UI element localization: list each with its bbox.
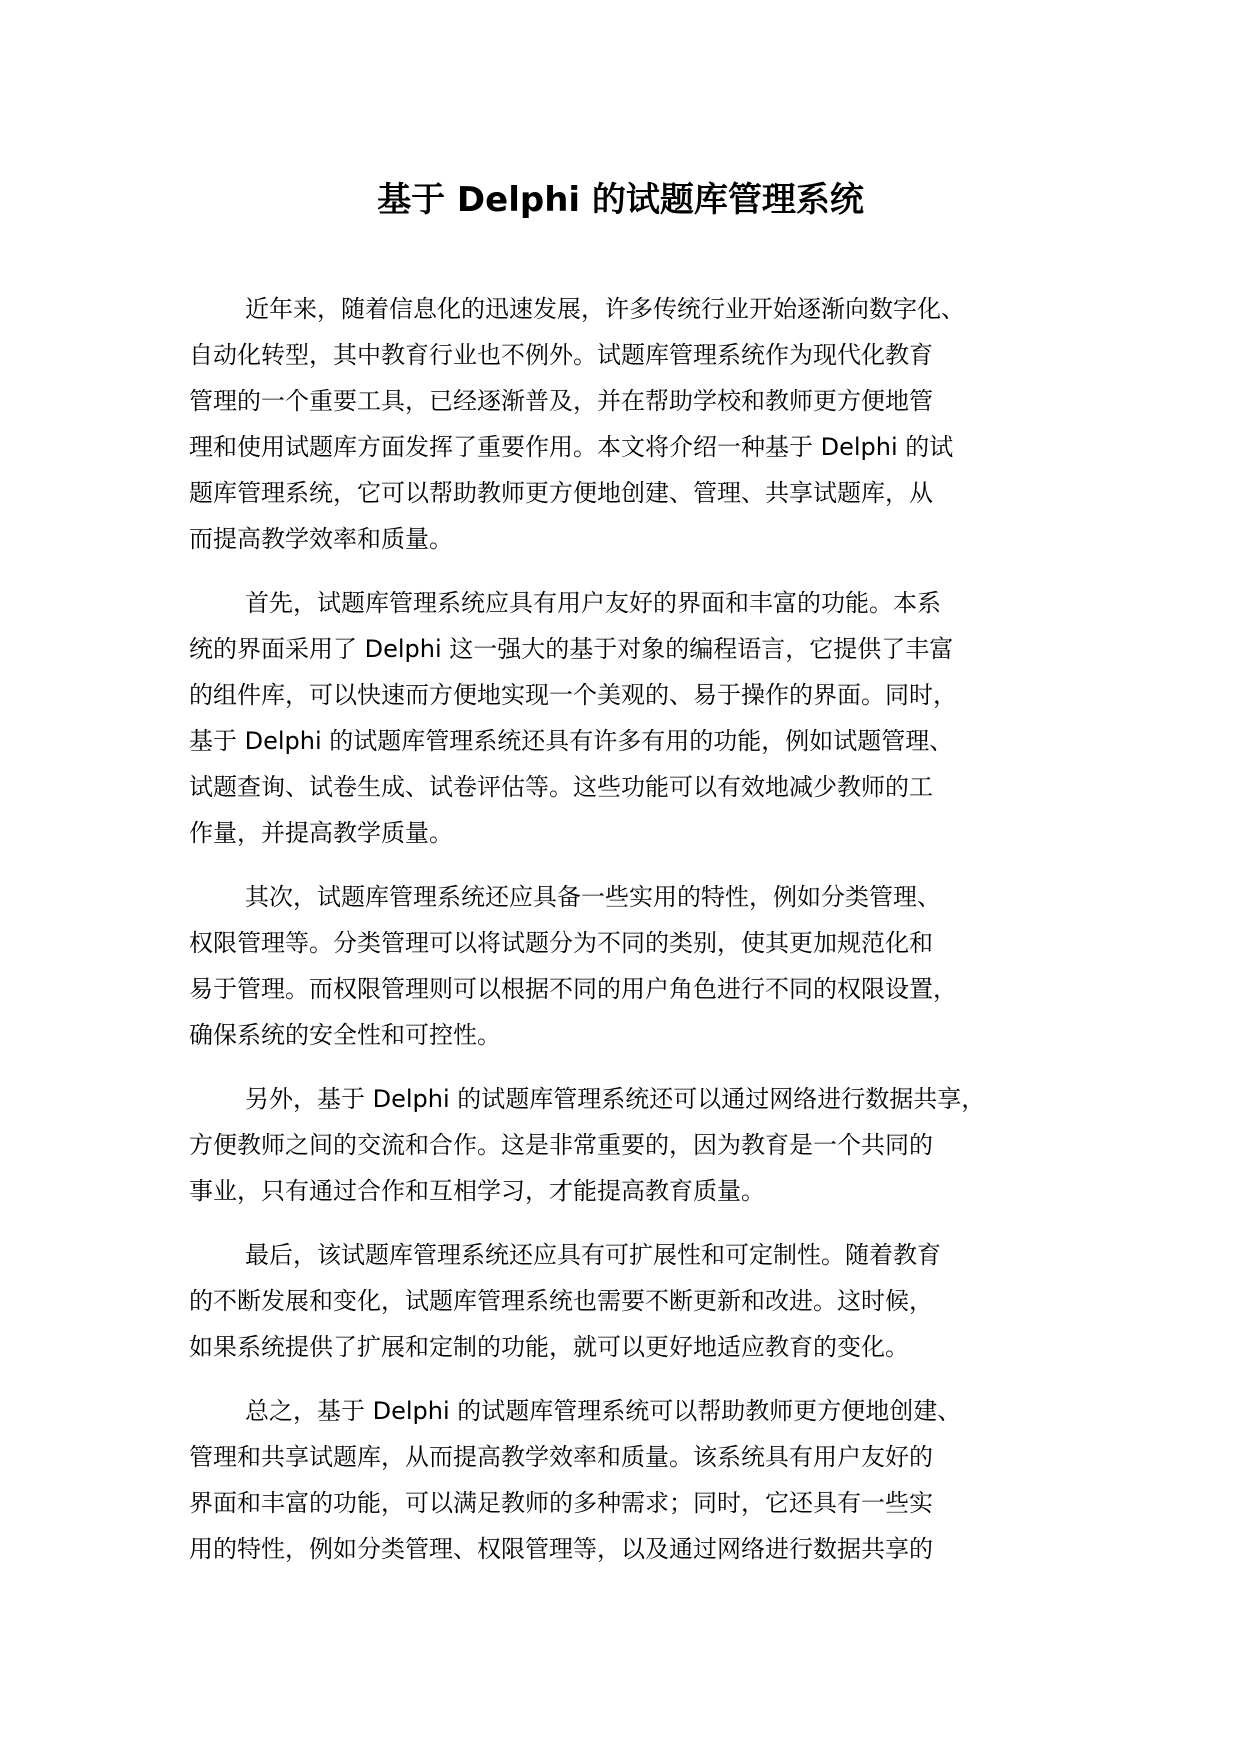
- paragraph-4: [189, 1076, 1079, 1214]
- paragraph-line: 的不断发展和变化，试题库管理系统也需要不断更新和改进。这时候，: [189, 1287, 933, 1315]
- paragraph-line: 如果系统提供了扩展和定制的功能，就可以更好地适应教育的变化。: [189, 1333, 909, 1361]
- paragraph-line: 试题查询、试卷生成、试卷评估等。这些功能可以有效地减少教师的工: [189, 773, 933, 801]
- paragraph-2: [189, 580, 1079, 856]
- paragraph-line: 基于 Delphi 的试题库管理系统还具有许多有用的功能，例如试题管理、: [189, 727, 954, 755]
- paragraph-line: 总之，基于 Delphi 的试题库管理系统可以帮助教师更方便地创建、: [245, 1397, 962, 1425]
- paragraph-line: 确保系统的安全性和可控性。: [189, 1021, 501, 1049]
- paragraph-5: [189, 1232, 1079, 1370]
- paragraph-3: [189, 874, 1079, 1058]
- paragraph-line: 其次，试题库管理系统还应具备一些实用的特性，例如分类管理、: [245, 883, 941, 911]
- paragraph-line: 事业，只有通过合作和互相学习，才能提高教育质量。: [189, 1177, 765, 1205]
- paragraph-line: 作量，并提高教学质量。: [189, 819, 453, 847]
- paragraph-line: 另外，基于 Delphi 的试题库管理系统还可以通过网络进行数据共享，: [245, 1085, 986, 1113]
- paragraph-line: 易于管理。而权限管理则可以根据不同的用户角色进行不同的权限设置，: [189, 975, 957, 1003]
- paragraph-line: 管理和共享试题库，从而提高教学效率和质量。该系统具有用户友好的: [189, 1443, 933, 1471]
- paragraph-line: 管理的一个重要工具，已经逐渐普及，并在帮助学校和教师更方便地管: [189, 387, 933, 415]
- paragraph-line: 的组件库，可以快速而方便地实现一个美观的、易于操作的界面。同时，: [189, 681, 957, 709]
- paragraph-line: 方便教师之间的交流和合作。这是非常重要的，因为教育是一个共同的: [189, 1131, 933, 1159]
- paragraph-line: 统的界面采用了 Delphi 这一强大的基于对象的编程语言，它提供了丰富: [189, 635, 954, 663]
- paragraph-line: 界面和丰富的功能，可以满足教师的多种需求；同时，它还具有一些实: [189, 1489, 933, 1517]
- paragraph-line: 近年来，随着信息化的迅速发展，许多传统行业开始逐渐向数字化、: [245, 295, 965, 323]
- paragraph-line: 而提高教学效率和质量。: [189, 525, 453, 553]
- paragraph-line: 自动化转型，其中教育行业也不例外。试题库管理系统作为现代化教育: [189, 341, 933, 369]
- paragraph-line: 权限管理等。分类管理可以将试题分为不同的类别，使其更加规范化和: [189, 929, 933, 957]
- paragraph-1: [189, 286, 1079, 562]
- paragraph-6: [189, 1388, 1079, 1572]
- paragraph-line: 理和使用试题库方面发挥了重要作用。本文将介绍一种基于 Delphi 的试: [189, 433, 954, 461]
- document-body: [189, 286, 1079, 1590]
- paragraph-line: 最后，该试题库管理系统还应具有可扩展性和可定制性。随着教育: [245, 1241, 941, 1269]
- paragraph-line: 题库管理系统，它可以帮助教师更方便地创建、管理、共享试题库，从: [189, 479, 933, 507]
- document-title: 基于 Delphi 的试题库管理系统: [377, 180, 864, 220]
- paragraph-line: 用的特性，例如分类管理、权限管理等，以及通过网络进行数据共享的: [189, 1535, 933, 1563]
- paragraph-line: 首先，试题库管理系统应具有用户友好的界面和丰富的功能。本系: [245, 589, 941, 617]
